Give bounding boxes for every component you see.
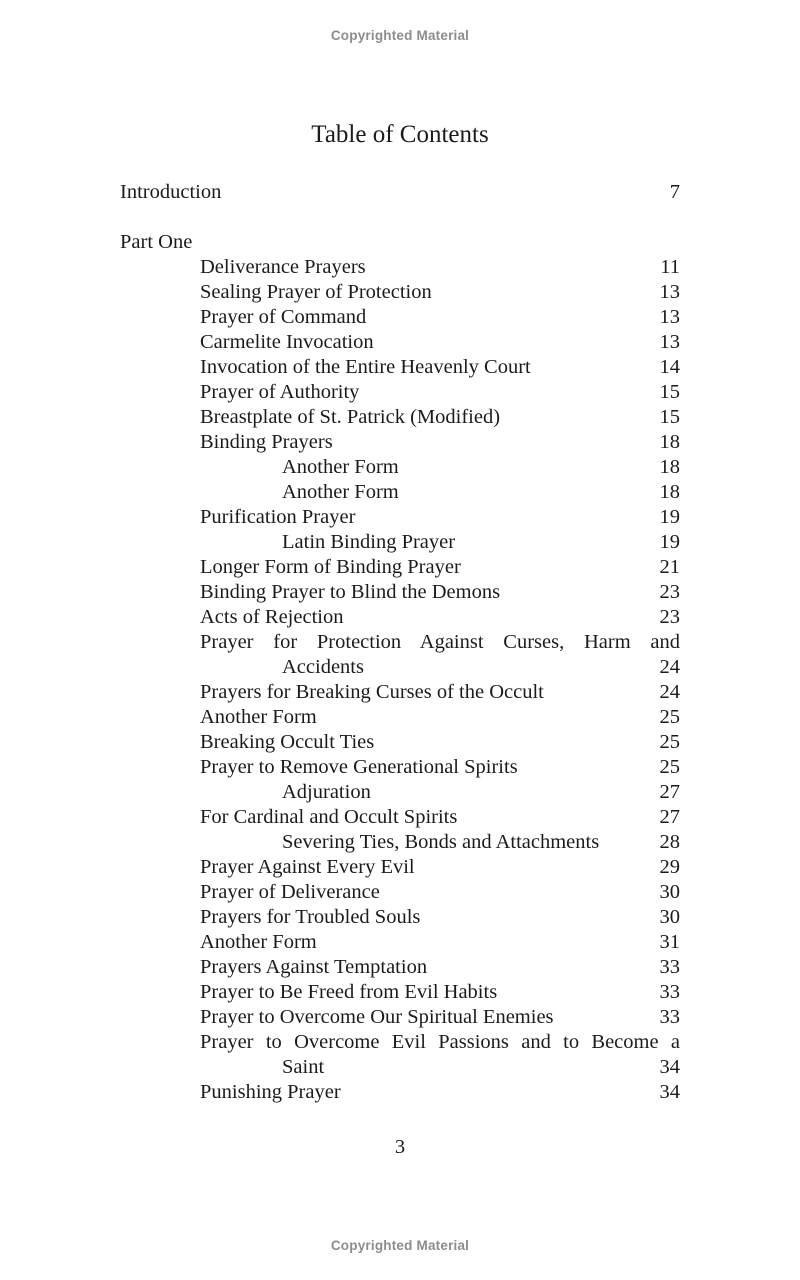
toc-entry-label: Breastplate of St. Patrick (Modified) <box>200 406 501 428</box>
toc-entry-label: Sealing Prayer of Protection <box>200 281 432 303</box>
toc-row <box>120 1055 680 1080</box>
toc-row <box>120 305 680 330</box>
toc-entry-label: Carmelite Invocation <box>200 331 374 353</box>
toc-entry-page: 7 <box>669 181 680 203</box>
toc-entry-label: Prayer for Protection Against Curses, Harm and <box>200 631 680 653</box>
page-title: Table of Contents <box>311 121 489 148</box>
toc-entry-label: Longer Form of Binding Prayer <box>200 556 461 578</box>
toc-entry-label: Prayers for Troubled Souls <box>200 906 421 928</box>
toc-entry-label: Prayers for Breaking Curses of the Occult <box>200 681 544 703</box>
toc-row <box>120 480 680 505</box>
toc-entry-page: 23 <box>659 606 680 628</box>
toc-entry-label: Binding Prayer to Blind the Demons <box>200 581 501 603</box>
toc-row <box>120 855 680 880</box>
toc-entry-page: 19 <box>659 506 680 528</box>
toc-row <box>120 430 680 455</box>
toc-row <box>120 505 680 530</box>
toc-row <box>120 780 680 805</box>
toc-row <box>120 630 680 655</box>
toc-entry-page: 33 <box>659 981 680 1003</box>
toc-row <box>120 905 680 930</box>
toc-entry-page: 28 <box>659 831 680 853</box>
toc-row <box>120 730 680 755</box>
toc-entry-label: Prayer of Command <box>200 306 367 328</box>
toc-row <box>120 330 680 355</box>
blank-line <box>120 205 680 230</box>
toc-list <box>120 255 680 1105</box>
toc-entry-page: 27 <box>659 806 680 828</box>
toc-entry-label: Severing Ties, Bonds and Attachments <box>282 831 600 853</box>
watermark-bottom: Copyrighted Material <box>330 1238 470 1253</box>
toc-section-label: Part One <box>120 231 193 253</box>
toc-entry-page: 29 <box>659 856 680 878</box>
toc-row-introduction <box>120 180 680 205</box>
toc-row <box>120 980 680 1005</box>
toc-entry-label: Punishing Prayer <box>200 1081 341 1103</box>
toc-entry-page: 34 <box>659 1081 680 1103</box>
toc-entry-label: For Cardinal and Occult Spirits <box>200 806 458 828</box>
toc-entry-label: Another Form <box>200 931 317 953</box>
toc-entry-label: Adjuration <box>282 781 371 803</box>
toc-entry-page: 25 <box>659 706 680 728</box>
toc-entry-page: 27 <box>659 781 680 803</box>
toc-row <box>120 680 680 705</box>
toc-entry-page: 15 <box>659 381 680 403</box>
toc-entry-page: 25 <box>659 756 680 778</box>
toc-entry-page: 23 <box>659 581 680 603</box>
toc-row <box>120 380 680 405</box>
toc-entry-label: Acts of Rejection <box>200 606 344 628</box>
toc-row <box>120 955 680 980</box>
toc-row <box>120 605 680 630</box>
toc-row <box>120 1030 680 1055</box>
toc-entry-page: 18 <box>659 431 680 453</box>
toc-entry-label: Accidents <box>282 656 364 678</box>
toc-entry-page: 15 <box>659 406 680 428</box>
toc-entry-label: Prayer to Remove Generational Spirits <box>200 756 518 778</box>
toc-entry-page: 30 <box>659 906 680 928</box>
toc-row <box>120 405 680 430</box>
toc-entry-label: Prayer to Overcome Evil Passions and to Become a <box>200 1031 680 1053</box>
toc-row <box>120 705 680 730</box>
toc-entry-label: Another Form <box>282 456 399 478</box>
toc-row <box>120 755 680 780</box>
table-of-contents <box>120 180 680 1105</box>
toc-entry-page: 33 <box>659 956 680 978</box>
toc-entry-page: 31 <box>659 931 680 953</box>
toc-row <box>120 455 680 480</box>
toc-entry-label: Another Form <box>200 706 317 728</box>
toc-row <box>120 530 680 555</box>
toc-entry-page: 14 <box>659 356 680 378</box>
toc-entry-page: 25 <box>659 731 680 753</box>
watermark-top: Copyrighted Material <box>330 28 470 43</box>
toc-entry-label: Prayers Against Temptation <box>200 956 428 978</box>
toc-entry-page: 11 <box>660 256 680 278</box>
toc-row <box>120 880 680 905</box>
toc-row <box>120 280 680 305</box>
toc-entry-page: 33 <box>659 1006 680 1028</box>
toc-entry-page: 24 <box>659 656 680 678</box>
part-one-heading <box>120 230 680 255</box>
toc-entry-label: Invocation of the Entire Heavenly Court <box>200 356 531 378</box>
toc-row <box>120 255 680 280</box>
toc-entry-page: 34 <box>659 1056 680 1078</box>
toc-row <box>120 930 680 955</box>
toc-entry-label: Breaking Occult Ties <box>200 731 375 753</box>
toc-entry-label: Introduction <box>120 181 222 203</box>
toc-row <box>120 1080 680 1105</box>
toc-row <box>120 555 680 580</box>
toc-entry-page: 13 <box>659 306 680 328</box>
toc-row <box>120 580 680 605</box>
toc-entry-label: Prayer of Authority <box>200 381 360 403</box>
toc-entry-label: Latin Binding Prayer <box>282 531 456 553</box>
toc-entry-label: Prayer Against Every Evil <box>200 856 415 878</box>
toc-entry-label: Another Form <box>282 481 399 503</box>
toc-row <box>120 830 680 855</box>
toc-row <box>120 805 680 830</box>
toc-entry-page: 19 <box>659 531 680 553</box>
toc-entry-page: 24 <box>659 681 680 703</box>
toc-entry-label: Deliverance Prayers <box>200 256 366 278</box>
toc-row <box>120 1005 680 1030</box>
toc-entry-label: Prayer to Overcome Our Spiritual Enemies <box>200 1006 554 1028</box>
toc-entry-label: Prayer of Deliverance <box>200 881 380 903</box>
toc-entry-page: 13 <box>659 331 680 353</box>
toc-entry-label: Purification Prayer <box>200 506 356 528</box>
toc-entry-page: 30 <box>659 881 680 903</box>
folio-page-number: 3 <box>394 1136 406 1158</box>
toc-entry-page: 21 <box>659 556 680 578</box>
toc-row <box>120 355 680 380</box>
toc-entry-page: 18 <box>659 481 680 503</box>
toc-entry-label: Saint <box>282 1056 325 1078</box>
toc-entry-label: Binding Prayers <box>200 431 333 453</box>
toc-entry-label: Prayer to Be Freed from Evil Habits <box>200 981 498 1003</box>
toc-entry-page: 13 <box>659 281 680 303</box>
toc-row <box>120 655 680 680</box>
toc-entry-page: 18 <box>659 456 680 478</box>
